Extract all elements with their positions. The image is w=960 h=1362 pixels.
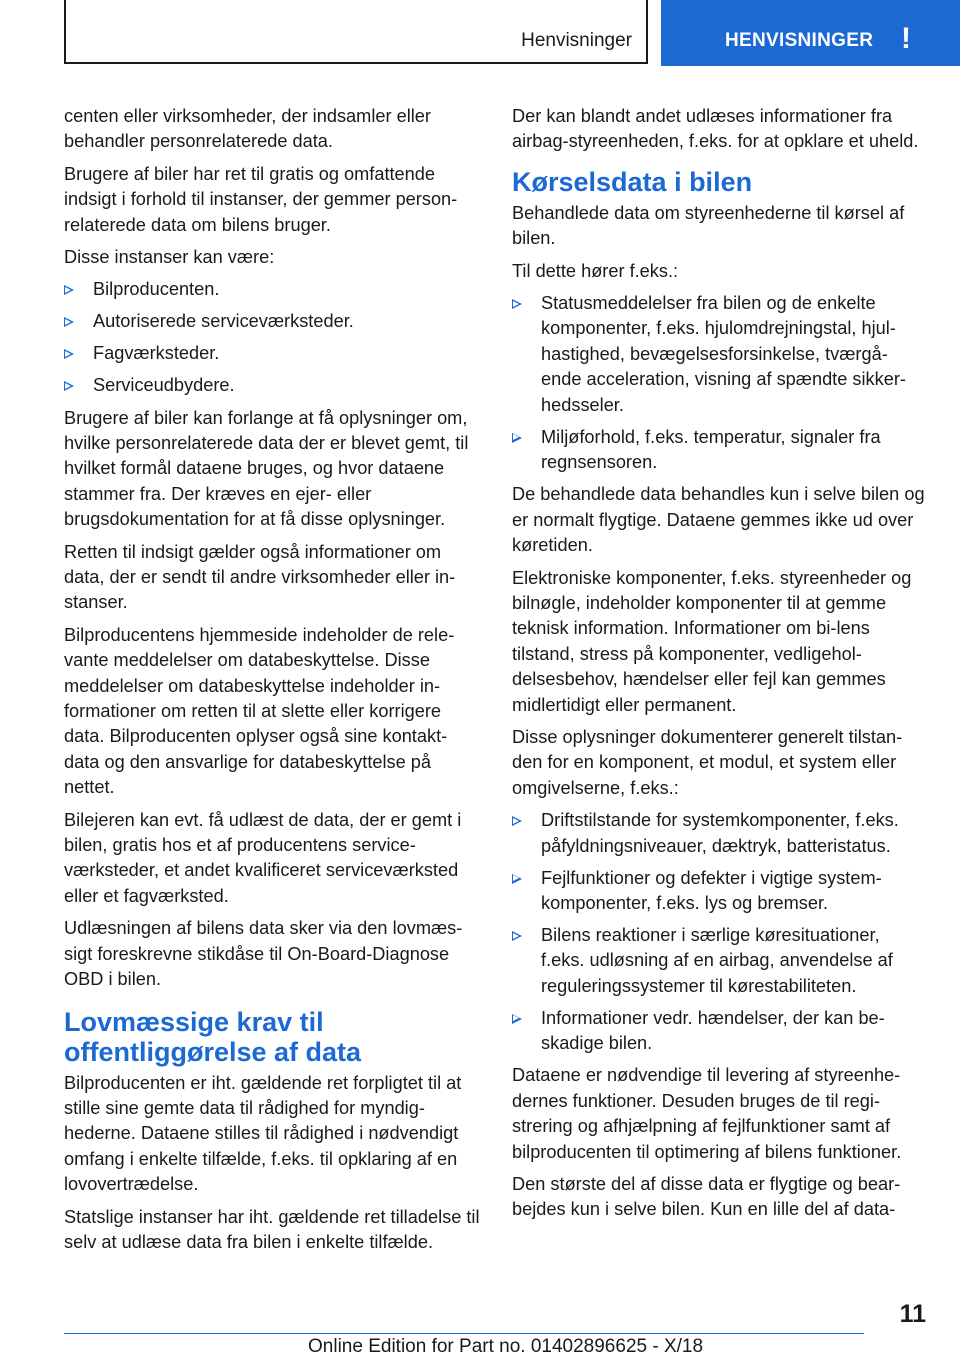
paragraph: Bilproducenten er iht. gældende ret forpligtet til at stille sine gemte data til rådighed for myndig-hederne. Dataene stilles til rådighed i nødvendigt omfang i enkelte tilfælde, f.eks. til opklaring af en lovovertrædelse. xyxy=(64,1072,462,1195)
list-item: Fejlfunktioner og defekter i vigtige system-komponenter, f.eks. lys og bremser. xyxy=(512,866,928,917)
triangle-bullet-icon xyxy=(512,1014,522,1024)
triangle-bullet-icon xyxy=(512,931,522,941)
paragraph: Bilejeren kan evt. få udlæst de data, der er gemt i bilen, gratis hos et af producentens service-værksteder, et andet kvalificeret serviceværksted eller et fagværksted. xyxy=(64,809,462,906)
footer-divider xyxy=(64,1333,864,1334)
bullet-list xyxy=(512,291,928,475)
paragraph: Brugere af biler kan forlange at få oplysninger om, hvilke personrelaterede data der er blevet gemt, til hvilket formål dataene bruges, og hvor dataene stammer fra. Der kræves en ejer- eller brugsdokumentation for at få disse oplysninger. xyxy=(64,407,469,530)
paragraph: Brugere af biler har ret til gratis og omfattende indsigt i forhold til instanser, der gemmer person-relaterede data om bilens bruger. xyxy=(64,163,458,235)
triangle-bullet-icon xyxy=(64,381,74,391)
triangle-bullet-icon xyxy=(512,433,522,443)
paragraph: centen eller virksomheder, der indsamler eller behandler personrelaterede data. xyxy=(64,106,431,152)
triangle-bullet-icon xyxy=(64,285,74,295)
list-item: Statusmeddelelser fra bilen og de enkelte komponenter, f.eks. hjulomdrejningstal, hjul-hastighed, bevægelsesforsinkelse, tværgå-ende acceleration, visning af spændte sikker-hedsseler. xyxy=(512,291,928,418)
bullet-list xyxy=(64,277,480,398)
section-heading: Lovmæssige krav til offentliggørelse af data xyxy=(64,1006,362,1067)
list-item: Driftstilstande for systemkomponenter, f.eks. påfyldningsniveauer, dæktryk, batteristatus. xyxy=(512,808,928,859)
triangle-bullet-icon xyxy=(512,874,522,884)
header-left-box xyxy=(64,0,648,64)
list-item: Informationer vedr. hændelser, der kan be-skadige bilen. xyxy=(512,1006,928,1057)
paragraph: Der kan blandt andet udlæses informationer fra airbag-styreenheden, f.eks. for at opklare et uheld. xyxy=(512,106,919,152)
paragraph: Bilproducentens hjemmeside indeholder de rele-vante meddelelser om databeskyttelse. Disse meddelelser om databeskyttelse indeholder in-formationer om retten til at slette eller korrigere data. Bilproducenten oplyser også sine kontakt-data og den ansvarlige for databeskyttelse på nettet. xyxy=(64,624,455,798)
list-item: Autoriserede serviceværksteder. xyxy=(64,309,480,334)
list-item: Bilens reaktioner i særlige køresituationer, f.eks. udløsning af en airbag, anvendelse af reguleringssystemer til kørestabiliteten. xyxy=(512,923,928,999)
paragraph: Disse instanser kan være: xyxy=(64,247,275,268)
paragraph: De behandlede data behandles kun i selve bilen og er normalt flygtige. Dataene gemmes ikke ud over køretiden. xyxy=(512,484,925,556)
page-number: 11 xyxy=(899,1300,926,1328)
chapter-tab xyxy=(661,0,960,66)
list-item: Fagværksteder. xyxy=(64,341,480,366)
paragraph: Udlæsningen af bilens data sker via den lovmæs-sigt foreskrevne stikdåse til On-Board-Diagnose OBD i bilen. xyxy=(64,918,463,990)
paragraph: Den største del af disse data er flygtige og bear-bejdes kun i selve bilen. Kun en lille del af data- xyxy=(512,1174,901,1220)
paragraph: Retten til indsigt gælder også informationer om data, der er sendt til andre virksomheder eller in-stanser. xyxy=(64,541,456,613)
right-column xyxy=(512,104,928,1230)
triangle-bullet-icon xyxy=(512,816,522,826)
left-column xyxy=(64,104,480,1262)
exclamation-icon: ! xyxy=(901,22,911,55)
section-title: Henvisninger xyxy=(521,30,632,51)
list-item: Bilproducenten. xyxy=(64,277,480,302)
triangle-bullet-icon xyxy=(512,299,522,309)
paragraph: Til dette hører f.eks.: xyxy=(512,260,679,281)
paragraph: Statslige instanser har iht. gældende ret tilladelse til selv at udlæse data fra bilen i enkelte tilfælde. xyxy=(64,1206,480,1252)
paragraph: Behandlede data om styreenhederne til kørsel af bilen. xyxy=(512,202,905,249)
paragraph: Dataene er nødvendige til levering af styreenhe-dernes funktioner. Desuden bruges de til regi-strering og afhjælpning af fejlfunktioner samt af bilproducenten til optimering af bilens funktioner. xyxy=(512,1065,902,1162)
list-item: Serviceudbydere. xyxy=(64,373,480,398)
paragraph: Disse oplysninger dokumenterer generelt tilstan-den for en komponent, et modul, et system eller omgivelserne, f.eks.: xyxy=(512,727,903,798)
triangle-bullet-icon xyxy=(64,317,74,327)
section-heading: Kørselsdata i bilen xyxy=(512,166,753,197)
footer-edition: Online Edition for Part no. 01402896625 - X/18 xyxy=(308,1336,704,1357)
triangle-bullet-icon xyxy=(64,349,74,359)
paragraph: Elektroniske komponenter, f.eks. styreenheder og bilnøgle, indeholder komponenter til at gemme teknisk information. Informationer om bi-lens tilstand, stress på komponenter, vedligehol-delsesbehov, hændelser eller fejl kan gemmes midlertidigt eller permanent. xyxy=(512,567,912,715)
chapter-title: HENVISNINGER xyxy=(725,30,874,51)
bullet-list xyxy=(512,808,928,1056)
list-item: Miljøforhold, f.eks. temperatur, signaler fra regnsensoren. xyxy=(512,425,928,476)
